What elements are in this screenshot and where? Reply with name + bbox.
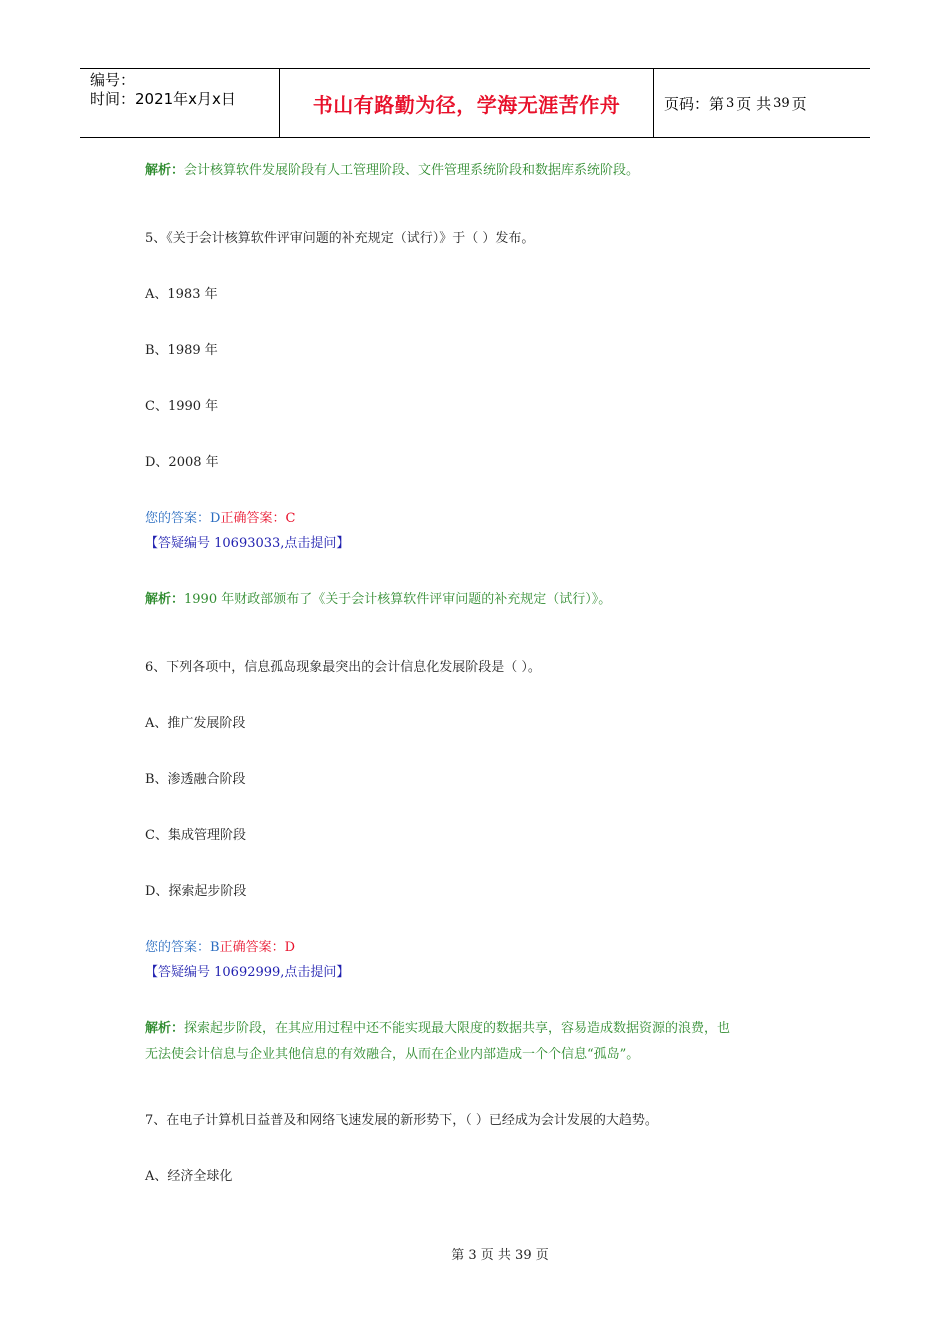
question-6: 6、下列各项中，信息孤岛现象最突出的会计信息化发展阶段是（ ）。 — [145, 660, 541, 675]
q5-answers — [145, 506, 815, 532]
page-suffix: 页 — [791, 94, 807, 113]
analysis-line-1: 探索起步阶段，在其应用过程中还不能实现最大限度的数据共享，容易造成数据资源的浪费，也 — [184, 1021, 731, 1036]
q5-option-c[interactable]: C、1990 年 — [145, 399, 219, 414]
time-label: 时间：2021年x月x日 — [90, 90, 236, 108]
q6-option-a[interactable]: A、推广发展阶段 — [145, 716, 246, 731]
page-footer: 第 3 页 共 39 页 — [451, 1248, 549, 1263]
analysis-label: 解析： — [145, 163, 185, 178]
q5-analysis — [145, 587, 815, 613]
q5-option-d[interactable]: D、2008 年 — [145, 455, 219, 470]
q5-correct-answer: 正确答案：C — [220, 511, 296, 526]
page-total: 39 — [773, 95, 790, 111]
analysis-text: 会计核算软件发展阶段有人工管理阶段、文件管理系统阶段和数据库系统阶段。 — [184, 163, 640, 178]
page-prefix: 页码：第 — [664, 94, 725, 113]
q6-correct-answer: 正确答案：D — [219, 940, 295, 955]
q5-your-answer: 您的答案：D — [145, 511, 221, 526]
q6-option-d[interactable]: D、探索起步阶段 — [145, 884, 247, 899]
q6-option-c[interactable]: C、集成管理阶段 — [145, 828, 246, 843]
page-current: 3 — [726, 95, 735, 111]
question-7: 7、在电子计算机日益普及和网络飞速发展的新形势下，（ ）已经成为会计发展的大趋势。 — [145, 1113, 658, 1128]
q5-option-a[interactable]: A、1983 年 — [145, 287, 218, 302]
q6-answers — [145, 935, 815, 961]
page-mid: 页 共 — [736, 94, 772, 113]
header-page-info — [654, 69, 870, 137]
analysis-line-2: 无法使会计信息与企业其他信息的有效融合，从而在企业内部造成一个个信息“孤岛”。 — [145, 1047, 640, 1062]
q5-option-b[interactable]: B、1989 年 — [145, 343, 218, 358]
q6-ask-link[interactable]: 【答疑编号 10692999,点击提问】 — [145, 965, 350, 980]
header-meta — [80, 69, 280, 137]
analysis-text: 1990 年财政部颁布了《关于会计核算软件评审问题的补充规定（试行）》。 — [184, 592, 612, 607]
analysis-label: 解析： — [145, 592, 185, 607]
question-5: 5、《关于会计核算软件评审问题的补充规定（试行）》于（ ）发布。 — [145, 231, 535, 246]
q6-option-b[interactable]: B、渗透融合阶段 — [145, 772, 246, 787]
q6-your-answer: 您的答案：B — [145, 940, 220, 955]
q7-option-a[interactable]: A、经济全球化 — [145, 1169, 233, 1184]
number-label: 编号： — [90, 71, 136, 89]
prev-analysis — [145, 158, 815, 184]
analysis-label: 解析： — [145, 1021, 185, 1036]
q5-ask-link[interactable]: 【答疑编号 10693033,点击提问】 — [145, 536, 350, 551]
q6-analysis — [145, 1016, 815, 1068]
header-motto: 书山有路勤为径，学海无涯苦作舟 — [280, 69, 654, 137]
page-header — [80, 68, 870, 138]
